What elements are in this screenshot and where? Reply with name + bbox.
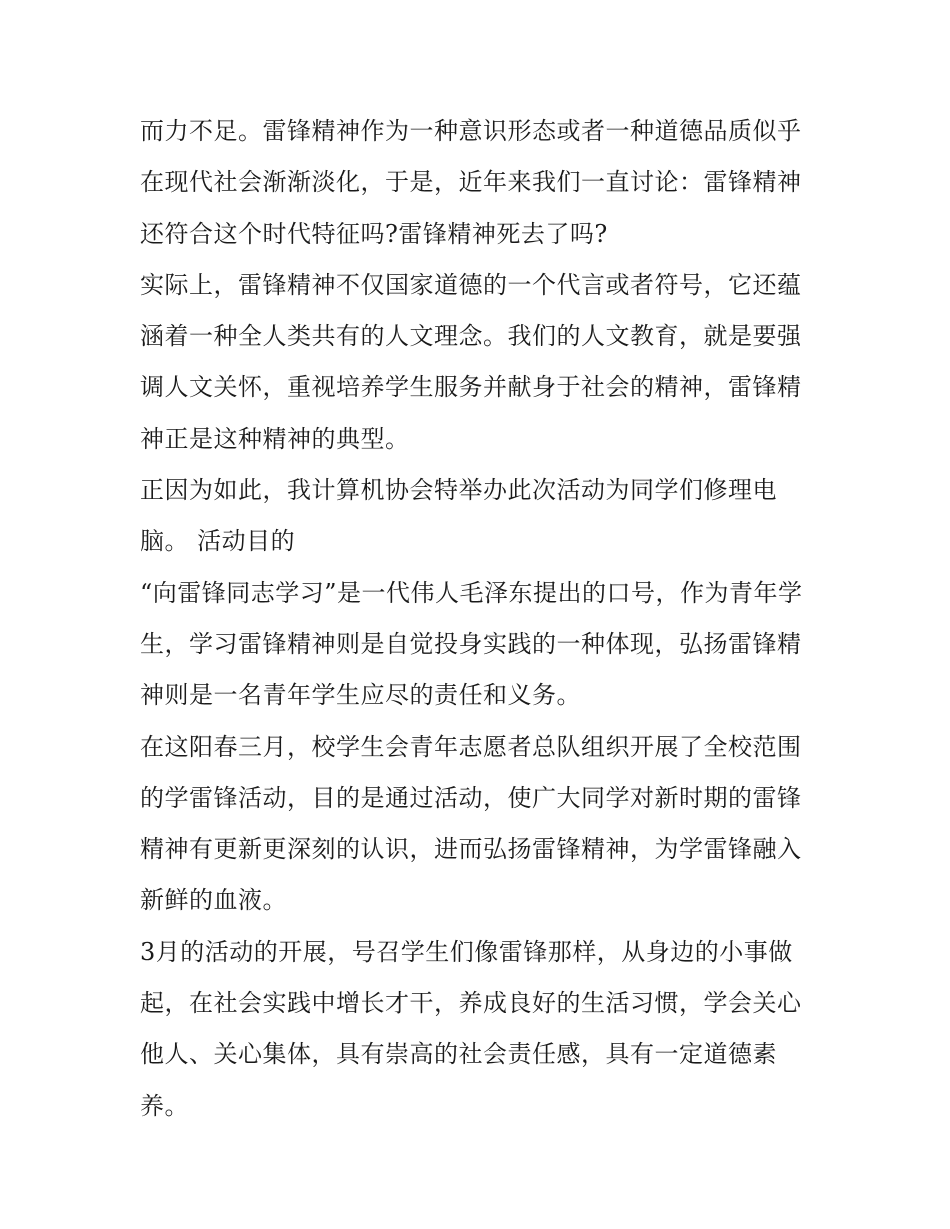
text-line: 起，在社会实践中增长才干，养成良好的生活习惯，学会关心 [140,989,802,1018]
text-line: 3月的活动的开展，号召学生们像雷锋那样，从身边的小事做 [140,937,793,966]
text-line: 实际上，雷锋精神不仅国家道德的一个代言或者符号，它还蕴 [140,270,802,299]
text-line: 生，学习雷锋精神则是自觉投身实践的一种体现，弘扬雷锋精 [140,629,802,658]
text-line: 还符合这个时代特征吗?雷锋精神死去了吗? [140,219,608,248]
text-line: 在这阳春三月，校学生会青年志愿者总队组织开展了全校范围 [140,732,802,761]
text-line: 他人、关心集体，具有崇高的社会责任感，具有一定道德素 [140,1040,777,1069]
text-line: 正因为如此，我计算机协会特举办此次活动为同学们修理电 [140,476,777,505]
document-body [140,106,820,1132]
text-line: 养。 [140,1091,189,1120]
text-line: 涵着一种全人类共有的人文理念。我们的人文教育，就是要强 [140,322,802,351]
text-line: 的学雷锋活动，目的是通过活动，使广大同学对新时期的雷锋 [140,783,802,812]
text-line: 脑。 活动目的 [140,527,296,556]
text-line: 在现代社会渐渐淡化，于是，近年来我们一直讨论：雷锋精神 [140,168,802,197]
text-line: 而力不足。雷锋精神作为一种意识形态或者一种道德品质似乎 [140,117,802,145]
text-line: 调人文关怀，重视培养学生服务并献身于社会的精神，雷锋精 [140,373,802,402]
text-line: 神正是这种精神的典型。 [140,424,410,453]
text-line: 新鲜的血液。 [140,886,287,915]
text-line: 精神有更新更深刻的认识，进而弘扬雷锋精神，为学雷锋融入 [140,835,802,864]
text-line: 神则是一名青年学生应尽的责任和义务。 [140,681,581,710]
text-line: “向雷锋同志学习”是一代伟人毛泽东提出的口号，作为青年学 [140,578,803,607]
